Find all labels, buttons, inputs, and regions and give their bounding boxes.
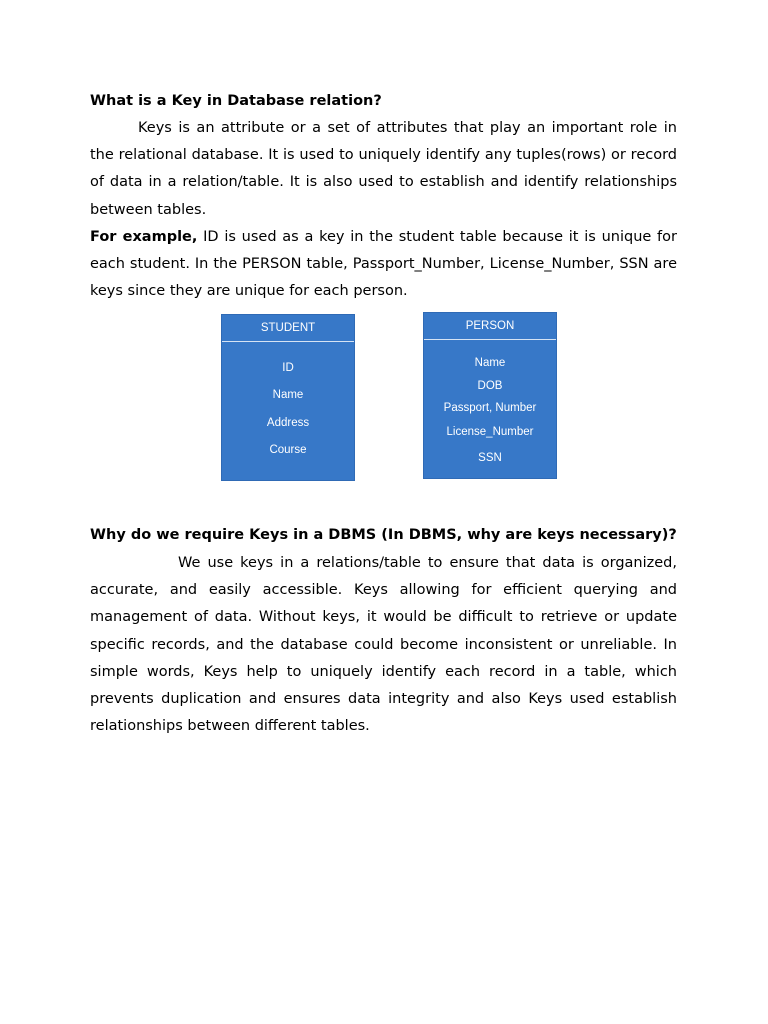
person-attribute-ssn: SSN <box>478 452 502 465</box>
person-table-box <box>423 312 557 479</box>
key-tables-diagram <box>90 314 677 514</box>
section-heading-what-is-key: What is a Key in Database relation? <box>90 93 382 109</box>
document-page <box>90 88 677 740</box>
student-attribute-name: Name <box>272 389 304 402</box>
section-heading-why-keys: Why do we require Keys in a DBMS (In DBMS, why are keys necessary)? <box>90 527 677 544</box>
person-attribute-passport-number: Passport, Number <box>443 402 537 415</box>
why-keys-section <box>90 522 677 740</box>
person-table-title: PERSON <box>424 313 556 340</box>
example-label: For example, <box>90 228 198 245</box>
person-attribute-dob: DOB <box>477 380 503 393</box>
student-attribute-id: ID <box>282 362 294 375</box>
student-table-title: STUDENT <box>222 315 354 342</box>
example-text: ID is used as a key in the student table because it is unique for each student. In the PERSON table, Passport_Number, License_Number, SSN are keys since they are unique for each person. <box>90 228 677 300</box>
example-paragraph <box>90 224 677 306</box>
student-table-box <box>221 314 355 481</box>
student-attribute-course: Course <box>269 444 307 457</box>
key-definition-paragraph: Keys is an attribute or a set of attributes that play an important role in the relational database. It is used to uniquely identify any tuples(rows) or record of data in a relation/table. It is also used to establish and identify relationships between tables. <box>90 120 677 218</box>
person-attribute-name: Name <box>474 357 506 370</box>
why-keys-paragraph: We use keys in a relations/table to ensure that data is organized, accurate, and easily accessible. Keys allowing for efficient querying and management of data. Without keys, it would be difficult to retrieve or update specific records, and the database could become inconsistent or unreliable. In simple words, Keys help to uniquely identify each record in a table, which prevents duplication and ensures data integrity and also Keys used establish relationships between different tables. <box>90 554 677 735</box>
student-attribute-address: Address <box>266 417 310 430</box>
person-attribute-license-number: License_Number <box>446 426 534 439</box>
